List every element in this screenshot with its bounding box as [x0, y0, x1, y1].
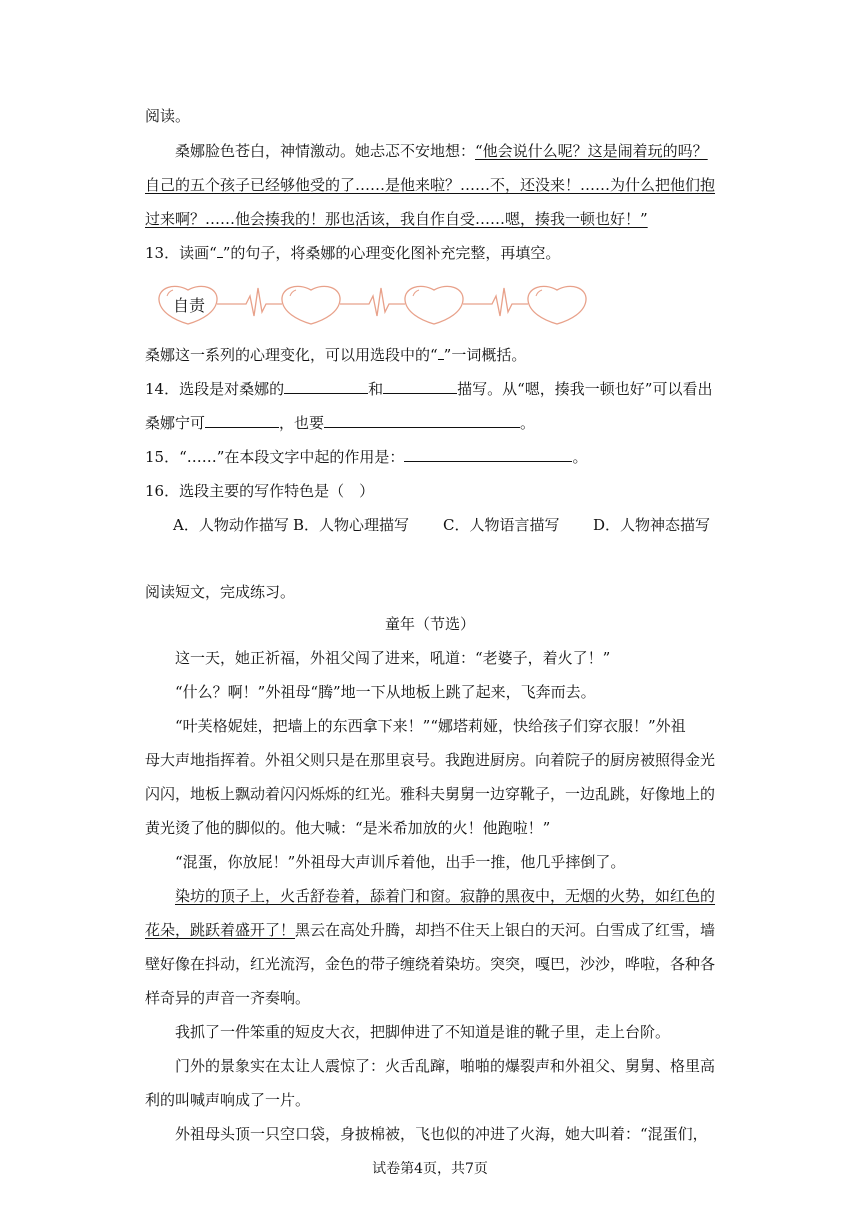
passage2-p1: 这一天，她正祈福，外祖父闯了进来，吼道：“老婆子，着火了！”: [175, 649, 611, 667]
q14-text-f: 。: [520, 414, 536, 432]
passage2-p5-rest: 黑云在高处升腾，却挡不住天上银白的天河。白雪成了红雪，墙: [295, 921, 716, 939]
passage1-line2: 自己的五个孩子已经够他受的了……是他来啦？……不，还没来！……为什么把他们抱: [145, 176, 716, 194]
heart-3: [405, 286, 463, 324]
passage2-p3-l1: “叶芙格妮娃，把墙上的东西拿下来！”“娜塔莉娅，快给孩子们穿衣服！”外祖: [175, 717, 686, 735]
q13-text-b: ”的句子，将桑娜的心理变化图补充完整，再填空。: [222, 244, 561, 262]
q15-blank[interactable]: [404, 447, 572, 462]
pulse-line-3: [463, 288, 528, 316]
passage2-p3-l2: 母大声地指挥着。外祖父则只是在那里哀号。我跑进厨房。向着院子的厨房被照得金光: [145, 751, 716, 769]
pulse-line-2: [340, 288, 405, 316]
passage2-p5-l3: 壁好像在抖动，红光流泻，金色的带子缠绕着染坊。突突，嘎巴，沙沙，哗啦，各种各: [145, 955, 716, 973]
question-14-line1: [145, 379, 712, 399]
question-13: [145, 243, 560, 263]
page-footer: 试卷第4页，共7页: [372, 1161, 488, 1177]
q14-text-b: 和: [368, 380, 384, 398]
heart-1-label: 自责: [172, 296, 206, 315]
q13-fill-line: [145, 345, 526, 365]
passage2-p6: 我抓了一件笨重的短皮大衣，把脚伸进了不知道是谁的靴子里，走上台阶。: [175, 1023, 671, 1041]
passage2-p5-l4: 样奇异的声音一齐奏响。: [145, 989, 311, 1007]
option-a[interactable]: A．人物动作描写: [173, 516, 289, 534]
q14-text-c: 描写。从“嗯，揍我一顿也好”可以看出: [457, 380, 713, 398]
q14-text-d: 桑娜宁可: [145, 414, 206, 432]
passage2-p4: “混蛋，你放屁！”外祖母大声训斥着他，出手一推，他几乎摔倒了。: [175, 853, 626, 871]
q14-blank-2[interactable]: [383, 379, 457, 394]
question-15: [145, 447, 587, 467]
heart-4: [528, 286, 586, 324]
passage2-p5-underlined: 花朵，跳跃着盛开了！: [145, 921, 296, 939]
pulse-line-1: [217, 288, 282, 316]
section2-intro: 阅读短文，完成练习。: [145, 583, 296, 601]
q15-text-b: 。: [572, 448, 588, 466]
passage1-underlined-start: “他会说什么呢？这是闹着玩的吗？: [475, 142, 708, 160]
passage2-p7-l1: 门外的景象实在太让人震惊了：火舌乱蹿，啪啪的爆裂声和外祖父、舅舅、格里高: [175, 1057, 716, 1075]
section1-intro: 阅读。: [145, 107, 191, 125]
passage1-line3: 过来啊？……他会揍我的！那也活该，我自作自受……嗯，揍我一顿也好！”: [145, 210, 648, 228]
q14-blank-1[interactable]: [284, 379, 368, 394]
q14-blank-4[interactable]: [324, 413, 520, 428]
q14-text-a: 14．选段是对桑娜的: [145, 380, 285, 398]
passage2-p5-l2: [145, 920, 715, 940]
q13-fill-a: 桑娜这一系列的心理变化，可以用选段中的“: [145, 346, 438, 364]
q14-text-e: ，也要: [279, 414, 325, 432]
q16-options: [173, 515, 710, 535]
passage2-p2: “什么？啊！”外祖母“腾”地一下从地板上跳了起来，飞奔而去。: [175, 683, 596, 701]
heart-highlight-4: [536, 290, 542, 296]
passage1-line1: [175, 141, 708, 161]
heart-2: [282, 286, 340, 324]
passage2-p7-l2: 利的叫喊声响成了一片。: [145, 1091, 311, 1109]
passage2-p3-l4: 黄光烫了他的脚似的。他大喊：“是米希加放的火！他跑啦！”: [145, 819, 551, 837]
heart-highlight-3: [413, 290, 419, 296]
passage1-plain: 桑娜脸色苍白，神情激动。她忐忑不安地想：: [175, 142, 476, 160]
q13-text-a: 13．读画“: [145, 244, 217, 262]
q13-fill-b: ”一词概括。: [443, 346, 527, 364]
question-14-line2: [145, 413, 535, 433]
q14-blank-3[interactable]: [205, 413, 279, 428]
option-d[interactable]: D．人物神态描写: [593, 516, 711, 534]
passage2-title: 童年（节选）: [384, 615, 475, 633]
q15-text-a: 15．“……”在本段文字中起的作用是：: [145, 448, 405, 466]
option-b[interactable]: B．人物心理描写: [293, 516, 410, 534]
heart-chain-diagram: [156, 282, 592, 328]
passage2-p8-l1: 外祖母头顶一只空口袋，身披棉被，飞也似的冲进了火海，她大叫着：“混蛋们，: [175, 1125, 708, 1143]
heart-highlight-2: [290, 290, 296, 296]
question-16: 16．选段主要的写作特色是（ ）: [145, 482, 375, 500]
passage2-p5-l1: 染坊的顶子上，火舌舒卷着，舔着门和窗。寂静的黑夜中，无烟的火势，如红色的: [175, 887, 716, 905]
passage2-p3-l3: 闪闪，地板上飘动着闪闪烁烁的红光。雅科夫舅舅一边穿靴子，一边乱跳，好像地上的: [145, 785, 716, 803]
option-c[interactable]: C．人物语言描写: [443, 516, 560, 534]
